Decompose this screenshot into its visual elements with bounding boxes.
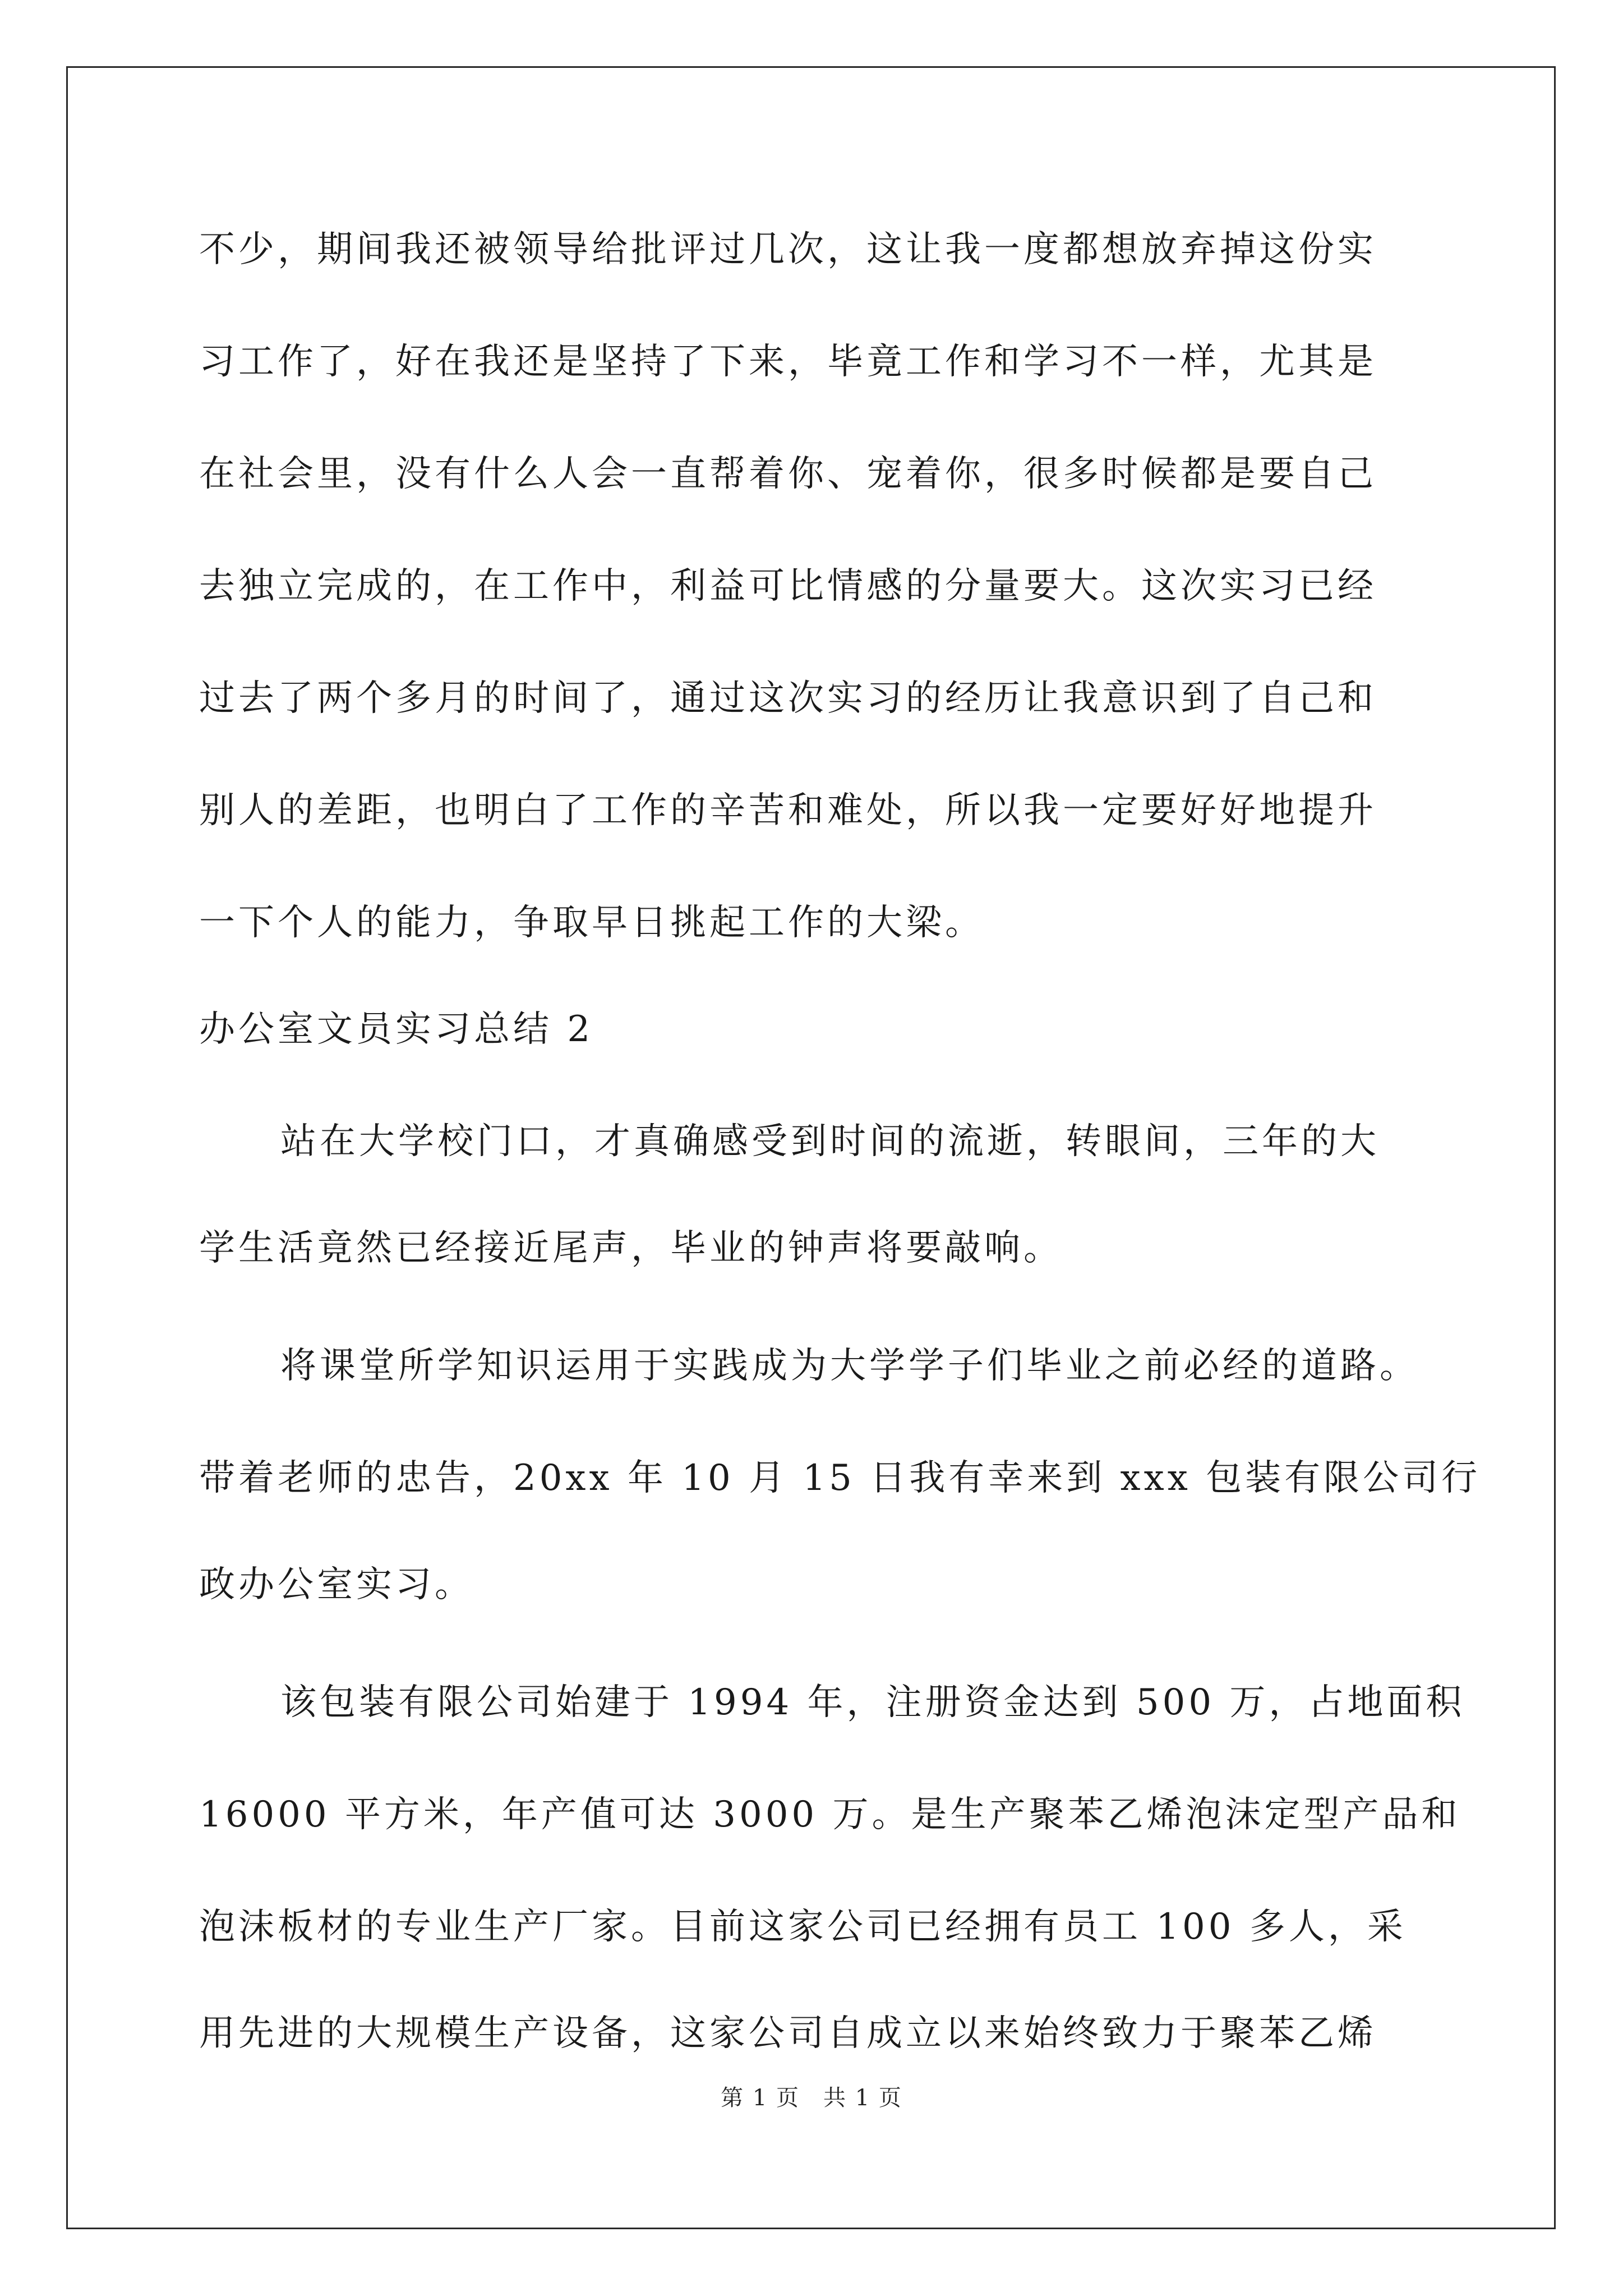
text-line: 在社会里，没有什么人会一直帮着你、宠着你，很多时候都是要自己	[199, 453, 1377, 495]
text-line: 去独立完成的，在工作中，利益可比情感的分量要大。这次实习已经	[199, 565, 1377, 607]
text-line: 16000 平方米，年产值可达 3000 万。是生产聚苯乙烯泡沫定型产品和	[199, 1794, 1461, 1835]
text-line: 用先进的大规模生产设备，这家公司自成立以来始终致力于聚苯乙烯	[199, 2013, 1377, 2054]
text-line: 过去了两个多月的时间了，通过这次实习的经历让我意识到了自己和	[199, 678, 1377, 719]
text-line: 带着老师的忠告，20xx 年 10 月 15 日我有幸来到 xxx 包装有限公司行	[199, 1457, 1481, 1499]
text-line: 该包装有限公司始建于 1994 年，注册资金达到 500 万，占地面积	[280, 1682, 1465, 1723]
text-line: 站在大学校门口，才真确感受到时间的流逝，转眼间，三年的大	[280, 1121, 1380, 1162]
section-heading: 办公室文员实习总结 2	[199, 1009, 594, 1050]
text-line: 将课堂所学知识运用于实践成为大学学子们毕业之前必经的道路。	[280, 1345, 1419, 1387]
text-line: 一下个人的能力，争取早日挑起工作的大梁。	[199, 902, 984, 944]
page-footer: 第 1 页 共 1 页	[721, 2085, 902, 2111]
text-line: 习工作了，好在我还是坚持了下来，毕竟工作和学习不一样，尤其是	[199, 341, 1377, 383]
text-line: 泡沫板材的专业生产厂家。目前这家公司已经拥有员工 100 多人，采	[199, 1906, 1407, 1948]
text-line: 政办公室实习。	[199, 1564, 474, 1605]
text-line: 不少，期间我还被领导给批评过几次，这让我一度都想放弃掉这份实	[199, 229, 1377, 270]
text-line: 别人的差距，也明白了工作的辛苦和难处，所以我一定要好好地提升	[199, 790, 1377, 831]
text-line: 学生活竟然已经接近尾声，毕业的钟声将要敲响。	[199, 1227, 1063, 1269]
